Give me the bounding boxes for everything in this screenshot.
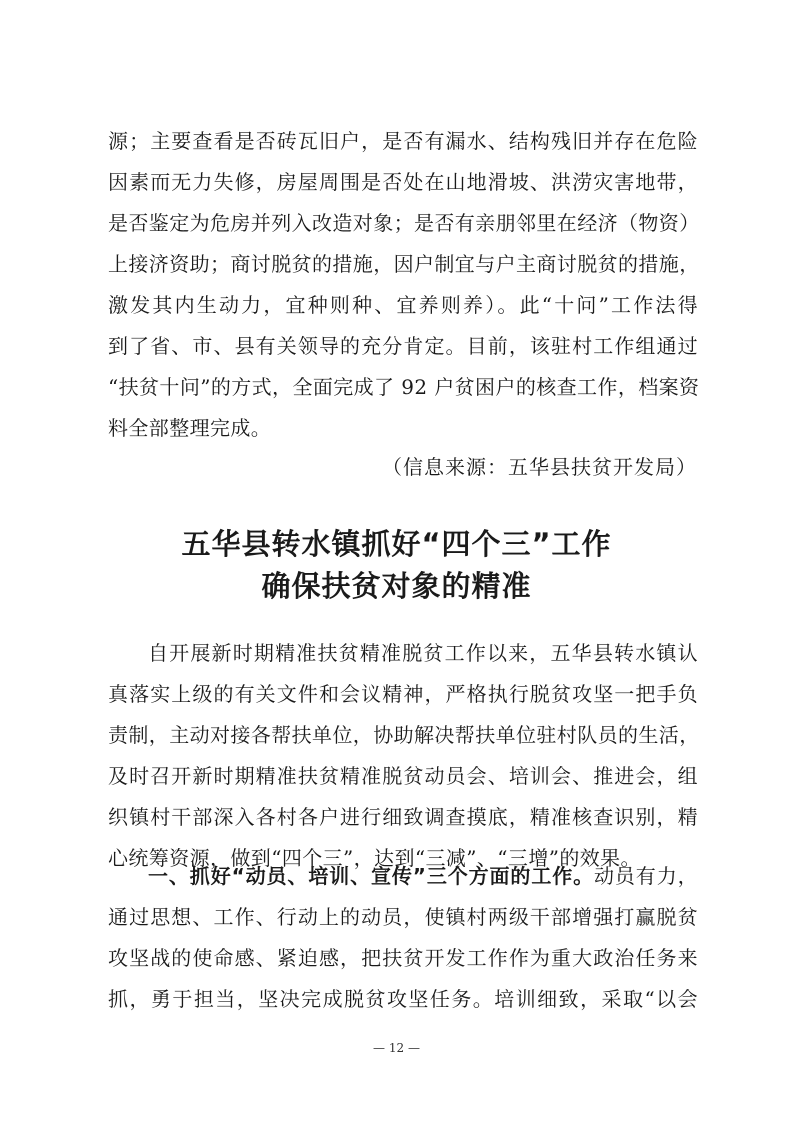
body-line: 因素而无力失修，房屋周围是否处在山地滑坡、洪涝灾害地带， — [108, 170, 698, 194]
section-heading: 一、抓好“动员、培训、宣传”三个方面的工作。 — [148, 864, 595, 888]
article-section-line — [148, 862, 698, 890]
article-line: 自开展新时期精准扶贫精准脱贫工作以来，五华县转水镇认 — [148, 641, 698, 665]
body-line: 激发其内生动力，宜种则种、宜养则养）。此“十问”工作法得 — [108, 293, 698, 317]
source-note: （信息来源：五华县扶贫开发局） — [382, 455, 697, 479]
page-number: — 12 — — [373, 1041, 420, 1055]
article-line: 心统筹资源，做到“四个三”，达到“三减”、“三增”的效果。 — [108, 846, 641, 870]
article-line: 通过思想、工作、行动上的动员，使镇村两级干部增强打赢脱贫 — [108, 905, 698, 929]
body-line: 到了省、市、县有关领导的充分肯定。目前，该驻村工作组通过 — [108, 334, 698, 358]
article-title-line2: 确保扶贫对象的精准 — [261, 569, 532, 603]
article-line: 攻坚战的使命感、紧迫感，把扶贫开发工作作为重大政治任务来 — [108, 946, 698, 970]
article-title-line1: 五华县转水镇抓好“四个三”工作 — [181, 527, 612, 561]
body-line: “扶贫十问”的方式，全面完成了 92 户贫困户的核查工作，档案资 — [108, 375, 700, 399]
section-text: 动员有力， — [594, 864, 699, 888]
article-line: 织镇村干部深入各村各户进行细致调查摸底，精准核查识别，精 — [108, 805, 698, 829]
body-line: 源；主要查看是否砖瓦旧户，是否有漏水、结构残旧并存在危险 — [108, 129, 698, 153]
article-line: 真落实上级的有关文件和会议精神，严格执行脱贫攻坚一把手负 — [108, 682, 698, 706]
body-line: 是否鉴定为危房并列入改造对象；是否有亲朋邻里在经济（物资） — [108, 211, 700, 235]
body-line: 料全部整理完成。 — [108, 416, 272, 440]
body-line: 上接济资助；商讨脱贫的措施，因户制宜与户主商讨脱贫的措施， — [108, 252, 700, 276]
article-line: 及时召开新时期精准扶贫精准脱贫动员会、培训会、推进会，组 — [108, 764, 698, 788]
article-line: 责制，主动对接各帮扶单位，协助解决帮扶单位驻村队员的生活， — [108, 723, 700, 747]
article-line: 抓，勇于担当，坚决完成脱贫攻坚任务。培训细致，采取“以会 — [108, 987, 698, 1011]
